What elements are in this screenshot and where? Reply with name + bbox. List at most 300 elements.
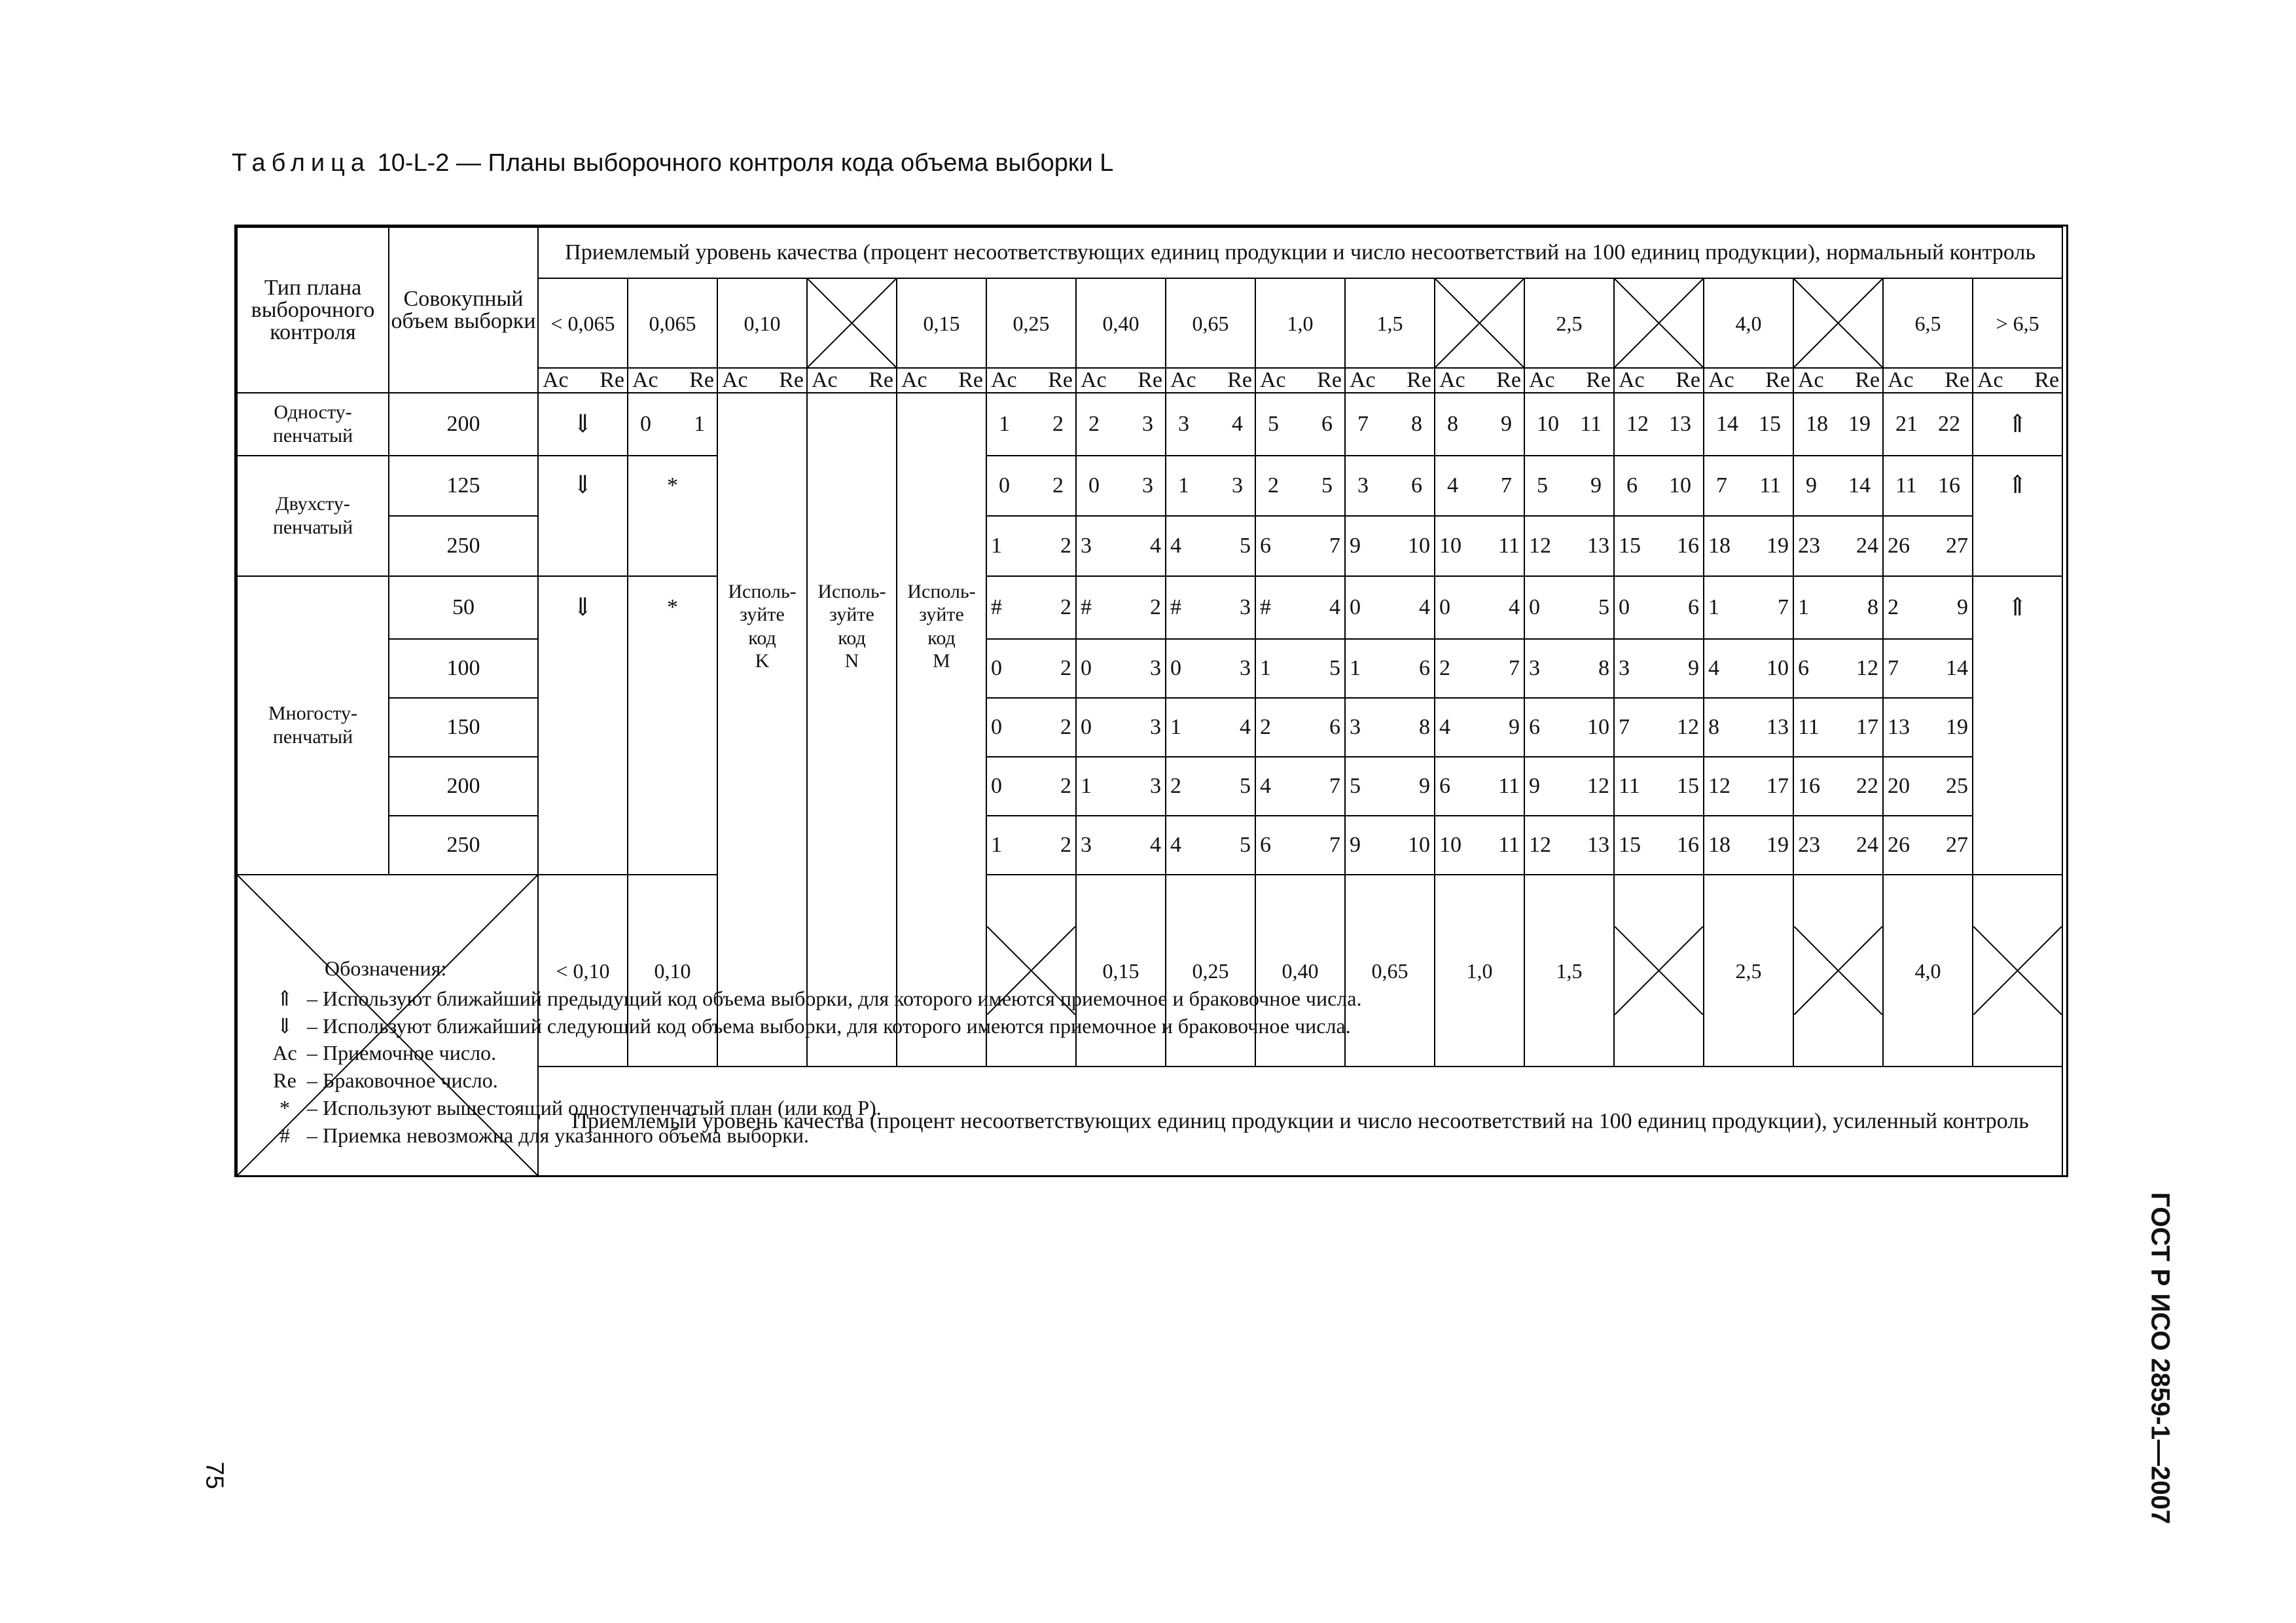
ac-value: 12 (1708, 774, 1731, 798)
plan-cell (1704, 393, 1793, 456)
ac-re-header (1793, 368, 1883, 393)
re-value: 7 (1778, 595, 1789, 619)
plan-cell (1704, 757, 1793, 816)
plan-cell (1076, 639, 1166, 698)
level-normal: 6,5 (1883, 278, 1973, 368)
plan-cell (1883, 516, 1973, 576)
star-symbol: * (667, 473, 678, 498)
plan-cell (1435, 516, 1524, 576)
ac-label: Ac (1260, 368, 1286, 392)
down-arrow-cell (538, 393, 628, 456)
ac-re-pair (1615, 413, 1703, 435)
plan-type-header: Тип плана выборочного контроля (237, 227, 389, 393)
ac-value: 7 (1888, 656, 1899, 680)
plan-cell (1793, 516, 1883, 576)
ac-value: 2 (1439, 656, 1450, 680)
legend-item (262, 1096, 882, 1120)
re-value: 8 (1598, 656, 1609, 680)
plan-cell (1255, 698, 1345, 757)
re-value: 22 (1856, 774, 1878, 798)
re-value: 3 (1142, 412, 1153, 436)
re-label: Re (600, 368, 624, 392)
ac-re-pair (1525, 475, 1613, 497)
ac-re-pair (1884, 834, 1972, 856)
plan-cell (1166, 816, 1255, 875)
ac-re-pair (1346, 775, 1434, 797)
plan-cell (1076, 698, 1166, 757)
ac-re-pair (1884, 716, 1972, 739)
ac-re-pair (1346, 596, 1434, 619)
legend-symbol: ⇓ (276, 1014, 294, 1038)
ac-value: 0 (991, 656, 1002, 680)
legend-item (262, 1013, 1351, 1038)
up-arrow-icon: ⇑ (2007, 594, 2028, 621)
ac-value: 2 (1888, 595, 1899, 619)
ac-re-pair (987, 775, 1075, 797)
re-value: 13 (1587, 833, 1609, 857)
plan-cell (1524, 816, 1614, 875)
level-tightened: 1,5 (1524, 875, 1614, 1067)
ac-label: Ac (901, 368, 927, 392)
re-value: 9 (1501, 412, 1512, 436)
plan-cell (1166, 516, 1255, 576)
re-label: Re (1048, 368, 1073, 392)
size-single-200: 200 (389, 393, 538, 456)
ac-re-pair (1077, 596, 1165, 619)
ac-re-header (1345, 368, 1435, 393)
up-arrow-cell (1973, 393, 2062, 456)
ac-value: 1 (1350, 656, 1361, 680)
re-value: 15 (1677, 774, 1699, 798)
plan-cell (1345, 698, 1435, 757)
ac-re-pair (1435, 775, 1524, 797)
re-value: 3 (1150, 774, 1161, 798)
ac-re-pair (1615, 475, 1703, 497)
ac-value: 1 (1708, 595, 1719, 619)
re-value: 10 (1669, 473, 1691, 498)
re-value: 12 (1856, 656, 1878, 680)
ac-re-pair (1256, 834, 1344, 856)
ac-re-pair (1704, 413, 1793, 435)
plan-cell (1793, 576, 1883, 639)
ac-re-header (1435, 368, 1524, 393)
re-value: 10 (1587, 715, 1609, 739)
level-normal: 4,0 (1704, 278, 1793, 368)
re-value: 13 (1767, 715, 1789, 739)
ac-value: 1 (991, 833, 1002, 857)
plan-multiple: Многосту-пенчатый (237, 576, 389, 875)
ac-re-pair (1884, 657, 1972, 680)
ac-re-pair (1794, 657, 1882, 680)
ac-re-pair (1166, 775, 1255, 797)
legend-symbol: Ac (272, 1041, 297, 1065)
plan-cell (1614, 757, 1704, 816)
re-value: 9 (1688, 656, 1699, 680)
size-multiple: 50 (389, 576, 538, 639)
ac-value: 26 (1888, 833, 1910, 857)
ac-re-pair (1346, 475, 1434, 497)
ac-re-pair (1077, 834, 1165, 856)
size-multiple: 250 (389, 816, 538, 875)
level-normal: 2,5 (1524, 278, 1614, 368)
re-value: 10 (1408, 534, 1430, 558)
re-value: 4 (1150, 534, 1161, 558)
re-value: 2 (1052, 473, 1064, 498)
ac-value: 21 (1895, 412, 1918, 436)
ac-value: 0 (1529, 595, 1540, 619)
ac-value: 18 (1708, 833, 1731, 857)
level-normal: 1,5 (1345, 278, 1435, 368)
plan-cell (1435, 816, 1524, 875)
ac-re-header (1614, 368, 1704, 393)
level-tightened: 1,0 (1435, 875, 1524, 1067)
ac-value: 6 (1798, 656, 1809, 680)
ac-re-pair (1256, 596, 1344, 619)
plan-cell (1614, 456, 1704, 516)
ac-value: 1 (1170, 715, 1181, 739)
level-tightened: < 0,10 (538, 875, 628, 1067)
size-double-250: 250 (389, 516, 538, 576)
level-normal: > 6,5 (1973, 278, 2062, 368)
ac-re-header (538, 368, 628, 393)
ac-value: 1 (1178, 473, 1189, 498)
ac-value: 13 (1888, 715, 1910, 739)
ac-value: 3 (1081, 534, 1092, 558)
re-value: 9 (1419, 774, 1430, 798)
re-value: 9 (1590, 473, 1602, 498)
level-normal: 0,65 (1166, 278, 1255, 368)
plan-cell (1883, 757, 1973, 816)
re-value: 4 (1419, 595, 1430, 619)
ac-re-pair (1077, 716, 1165, 739)
plan-cell (1255, 516, 1345, 576)
ac-value: 12 (1626, 412, 1649, 436)
ac-re-pair (1435, 596, 1524, 619)
plan-cell (1166, 757, 1255, 816)
re-value: 22 (1938, 412, 1960, 436)
level-tightened: 2,5 (1704, 875, 1793, 1067)
level-normal: 0,10 (717, 278, 807, 368)
ac-re-header (986, 368, 1076, 393)
re-value: 7 (1501, 473, 1512, 498)
ac-re-pair (1525, 413, 1613, 435)
ac-re-header (897, 368, 986, 393)
plan-cell (1255, 639, 1345, 698)
plan-cell (1614, 393, 1704, 456)
ac-re-pair (1435, 535, 1524, 557)
cross-out-mark (1615, 279, 1703, 367)
plan-cell (1614, 516, 1704, 576)
ac-re-pair (1077, 535, 1165, 557)
ac-value: 10 (1439, 833, 1462, 857)
re-value: 5 (1240, 534, 1251, 558)
plan-cell (1435, 576, 1524, 639)
re-value: 7 (1329, 774, 1340, 798)
plan-cell (1524, 698, 1614, 757)
ac-value: 0 (1088, 473, 1100, 498)
ac-re-pair (1884, 596, 1972, 619)
ac-value: 7 (1716, 473, 1727, 498)
size-multiple: 150 (389, 698, 538, 757)
page-number: 75 (200, 1461, 228, 1489)
level-normal: 0,065 (628, 278, 717, 368)
plan-cell (1704, 639, 1793, 698)
plan-cell (1793, 816, 1883, 875)
size-double-125: 125 (389, 456, 538, 516)
re-value: 15 (1759, 412, 1781, 436)
ac-re-pair (1704, 596, 1793, 619)
plan-cell (628, 393, 717, 456)
plan-cell (1704, 576, 1793, 639)
ac-re-pair (1704, 716, 1793, 739)
re-value: 14 (1848, 473, 1871, 498)
ac-value: 3 (1619, 656, 1630, 680)
re-value: 17 (1767, 774, 1789, 798)
ac-re-pair (1256, 775, 1344, 797)
plan-cell (1883, 816, 1973, 875)
ac-re-pair (1704, 775, 1793, 797)
down-arrow-icon: ⇓ (572, 471, 594, 499)
sampling-table-frame (234, 225, 2068, 1177)
ac-re-pair (1794, 535, 1882, 557)
level-tightened: 0,65 (1345, 875, 1435, 1067)
re-label: Re (1407, 368, 1431, 392)
plan-cell (1614, 576, 1704, 639)
ac-value: 7 (1357, 412, 1369, 436)
plan-cell (1255, 456, 1345, 516)
plan-cell (1704, 516, 1793, 576)
re-value: 8 (1867, 595, 1878, 619)
ac-re-pair (1525, 716, 1613, 739)
ac-value: 6 (1260, 534, 1271, 558)
re-value: 19 (1767, 534, 1789, 558)
legend-symbol: ⇑ (276, 987, 294, 1010)
plan-cell (1166, 393, 1255, 456)
re-value: 6 (1411, 473, 1422, 498)
re-label: Re (1945, 368, 1969, 392)
re-value: 25 (1946, 774, 1968, 798)
ac-value: 14 (1716, 412, 1738, 436)
re-value: 2 (1052, 412, 1064, 436)
legend-symbol: * (279, 1096, 290, 1120)
ac-re-pair (1704, 834, 1793, 856)
re-label: Re (869, 368, 893, 392)
ac-re-header (807, 368, 897, 393)
ac-re-pair (1166, 657, 1255, 680)
level-tightened: 0,25 (1166, 875, 1255, 1067)
ac-value: 9 (1806, 473, 1817, 498)
level-normal: 0,40 (1076, 278, 1166, 368)
level-crossed (1435, 278, 1524, 368)
ac-re-pair (1615, 716, 1703, 739)
re-value: 11 (1580, 412, 1602, 436)
standard-designation: ГОСТ Р ИСО 2859-1—2007 (2145, 1192, 2175, 1524)
ac-value: 0 (1170, 656, 1181, 680)
ac-value: 1 (999, 412, 1010, 436)
ac-value: # (1081, 595, 1092, 619)
ac-re-pair (1166, 475, 1255, 497)
plan-cell (1435, 456, 1524, 516)
ac-re-pair (1346, 413, 1434, 435)
plan-cell (1524, 639, 1614, 698)
ac-value: 12 (1529, 833, 1551, 857)
ac-re-pair (1435, 716, 1524, 739)
re-value: 2 (1060, 715, 1071, 739)
ac-value: 5 (1268, 412, 1279, 436)
ac-label: Ac (812, 368, 838, 392)
plan-cell (1345, 757, 1435, 816)
re-label: Re (1227, 368, 1252, 392)
ac-re-pair (1346, 535, 1434, 557)
level-crossed (807, 278, 897, 368)
plan-cell (1076, 456, 1166, 516)
re-value: 3 (1240, 656, 1251, 680)
ac-value: 10 (1537, 412, 1559, 436)
legend-text: – Используют ближайший следующий код объема выборки, для которого имеются приемочное и браковочное числа. (307, 1014, 1351, 1038)
re-value: 9 (1509, 715, 1520, 739)
legend-item (262, 1041, 496, 1065)
re-value: 12 (1587, 774, 1609, 798)
ac-label: Ac (1081, 368, 1107, 392)
ac-label: Ac (543, 368, 569, 392)
ac-label: Ac (1798, 368, 1824, 392)
re-label: Re (1496, 368, 1521, 392)
down-arrow-cell (538, 576, 628, 875)
cross-out-mark (1794, 279, 1882, 367)
plan-cell (1793, 698, 1883, 757)
re-value: 5 (1598, 595, 1609, 619)
re-value: 13 (1587, 534, 1609, 558)
re-value: 4 (1509, 595, 1520, 619)
use-code-note: Исполь- зуйте код N (817, 581, 886, 672)
ac-value: 2 (1260, 715, 1271, 739)
size-multiple: 200 (389, 757, 538, 816)
plan-cell (1345, 393, 1435, 456)
ac-label: Ac (1350, 368, 1376, 392)
re-value: 6 (1419, 656, 1430, 680)
ac-re-pair (1615, 657, 1703, 680)
ac-re-pair (1794, 596, 1882, 619)
level-normal: 1,0 (1255, 278, 1345, 368)
re-label: Re (1765, 368, 1790, 392)
ac-re-pair (1794, 775, 1882, 797)
ac-value: 1 (1798, 595, 1809, 619)
re-label: Re (1586, 368, 1611, 392)
plan-cell (1255, 757, 1345, 816)
ac-value: 8 (1708, 715, 1719, 739)
plan-cell (986, 576, 1076, 639)
re-value: 4 (1150, 833, 1161, 857)
ac-value: 1 (991, 534, 1002, 558)
re-value: 3 (1240, 595, 1251, 619)
ac-label: Ac (1170, 368, 1196, 392)
plan-cell (986, 639, 1076, 698)
ac-label: Ac (1529, 368, 1555, 392)
ac-value: 3 (1081, 833, 1092, 857)
re-value: 11 (1498, 833, 1520, 857)
plan-cell (1076, 393, 1166, 456)
re-value: 4 (1329, 595, 1340, 619)
level-normal: 0,25 (986, 278, 1076, 368)
plan-cell (1166, 456, 1255, 516)
ac-value: 0 (1619, 595, 1630, 619)
ac-value: # (1170, 595, 1181, 619)
legend-text: – Используют вышестоящий одноступенчатый план (или код P). (307, 1096, 882, 1120)
ac-re-pair (1525, 775, 1613, 797)
re-value: 8 (1419, 715, 1430, 739)
ac-value: 2 (1088, 412, 1100, 436)
plan-cell (1435, 393, 1524, 456)
ac-re-pair (1794, 475, 1882, 497)
ac-value: # (991, 595, 1002, 619)
ac-re-pair (1435, 413, 1524, 435)
re-value: 8 (1411, 412, 1422, 436)
ac-value: 0 (640, 412, 651, 436)
re-value: 10 (1408, 833, 1430, 857)
re-value: 11 (1498, 774, 1520, 798)
plan-cell (1345, 639, 1435, 698)
ac-value: 8 (1447, 412, 1458, 436)
re-value: 14 (1946, 656, 1968, 680)
ac-value: 3 (1178, 412, 1189, 436)
cross-out-mark (1435, 279, 1524, 367)
ac-label: Ac (991, 368, 1017, 392)
re-value: 4 (1240, 715, 1251, 739)
ac-value: 4 (1439, 715, 1450, 739)
ac-value: # (1260, 595, 1271, 619)
plan-cell (1524, 516, 1614, 576)
plan-cell (1345, 516, 1435, 576)
plan-cell (1076, 757, 1166, 816)
plan-cell (1793, 639, 1883, 698)
re-value: 6 (1688, 595, 1699, 619)
plan-cell (986, 698, 1076, 757)
re-value: 6 (1321, 412, 1333, 436)
ac-value: 4 (1170, 534, 1181, 558)
ac-value: 4 (1260, 774, 1271, 798)
plan-cell (986, 516, 1076, 576)
ac-re-pair (1346, 716, 1434, 739)
re-value: 7 (1509, 656, 1520, 680)
plan-single: Односту-пенчатый (237, 393, 389, 456)
ac-value: 4 (1447, 473, 1458, 498)
ac-value: 2 (1268, 473, 1279, 498)
ac-re-pair (1525, 657, 1613, 680)
ac-value: 6 (1529, 715, 1540, 739)
re-value: 19 (1946, 715, 1968, 739)
ac-value: 11 (1619, 774, 1640, 798)
re-label: Re (1676, 368, 1700, 392)
re-label: Re (779, 368, 804, 392)
legend (236, 917, 2066, 1179)
re-value: 27 (1946, 534, 1968, 558)
ac-re-pair (1435, 475, 1524, 497)
ac-re-pair (1794, 834, 1882, 856)
plan-cell (1524, 757, 1614, 816)
re-value: 7 (1329, 534, 1340, 558)
ac-re-pair (1346, 657, 1434, 680)
ac-re-header (1973, 368, 2062, 393)
plan-cell (1793, 456, 1883, 516)
plan-cell (1076, 816, 1166, 875)
re-value: 12 (1677, 715, 1699, 739)
cumulative-size-header: Совокупный объем выборки (389, 227, 538, 393)
ac-re-pair (1615, 596, 1703, 619)
ac-value: 18 (1708, 534, 1731, 558)
ac-label: Ac (722, 368, 748, 392)
ac-value: 6 (1626, 473, 1638, 498)
aql-normal-header: Приемлемый уровень качества (процент несоответствующих единиц продукции и число несоответствий на 100 единиц продукции), нормальный контроль (538, 227, 2062, 278)
